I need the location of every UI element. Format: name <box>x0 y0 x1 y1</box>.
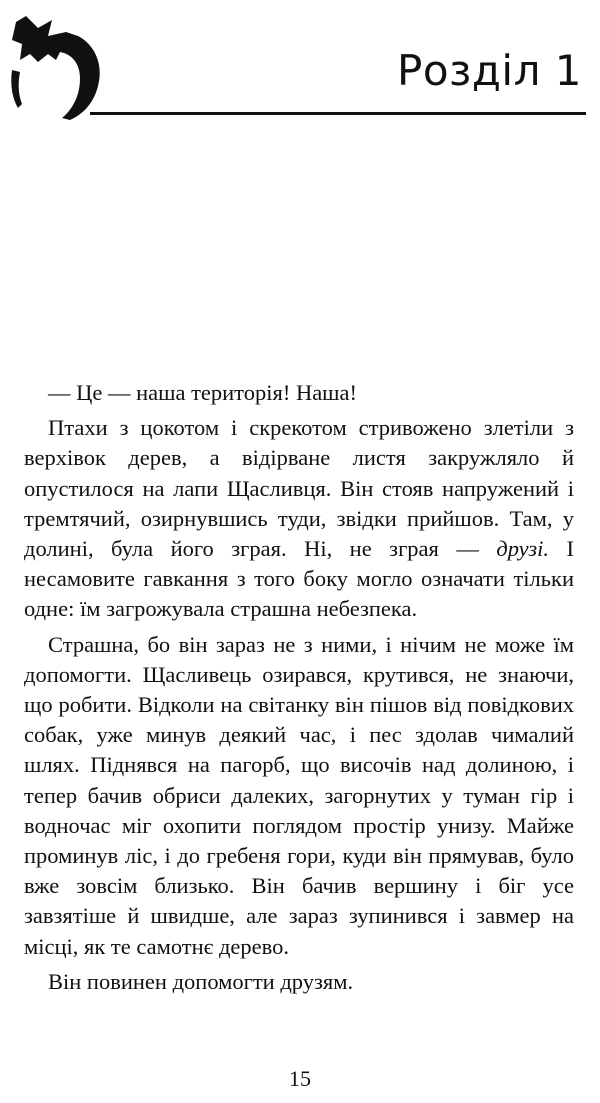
paragraph-3: Страшна, бо він зараз не з ними, і нічим не може їм допомогти. Щасливець озирався, крутився, не знаючи, що робити. Відколи на світанку він пішов від повідкових собак, уже минув деякий час, і пес здолав чималий шлях. Піднявся на пагорб, що височів над долиною, і тепер бачив обриси далеких, загорнутих у туман гір і водночас міг охопити поглядом простір унизу. Майже проминув ліс, і до гребеня гори, куди він прямував, було вже зовсім близько. Він бачив вершину і біг усе завзятіше й швидше, але зараз зупинився і завмер на місці, як те самотнє дерево. <box>24 631 574 959</box>
page-number: 15 <box>289 1066 311 1091</box>
paragraph-4: Він повинен допомогти друзям. <box>48 968 354 994</box>
paragraph-2-end: І несамовите гавкання з того боку могло означати тільки одне: їм загрожувала страшна небезпека. <box>24 536 574 622</box>
chapter-rule <box>90 112 586 115</box>
emphasis-friends: друзі. <box>496 536 550 562</box>
body-text <box>24 378 574 1002</box>
paragraph-1: — Це — наша територія! Наша! <box>48 380 357 405</box>
chapter-title: Розділ 1 <box>397 46 582 95</box>
chapter-emblem-icon <box>8 14 108 124</box>
paragraph-2 <box>24 413 574 624</box>
paragraph-2-start: Птахи з цокотом і скрекотом стривожено злетіли з верхівок дерев, а відірване листя закружляло й опустилося на лапи Щасливця. Він стояв напружений і тремтячий, озирнувшись туди, звідки прийшов. Там, у долині, була його зграя. Ні, не зграя — <box>24 415 574 562</box>
